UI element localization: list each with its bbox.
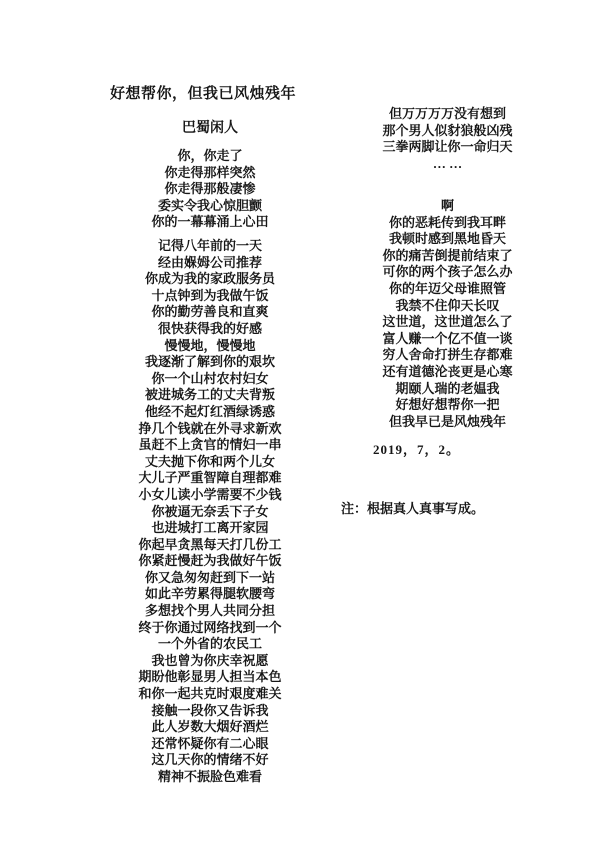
poem-line: 你起早贪黑每天打几份工: [138, 536, 282, 552]
poem-line: 你又急匆匆赶到下一站: [144, 569, 275, 585]
poem-line: 也进城打工离开家园: [151, 520, 269, 536]
poem-line: 你走得那样突然: [164, 164, 256, 180]
poem-line: … …: [432, 155, 463, 171]
poem-line: 慢慢地，慢慢地: [164, 337, 256, 353]
poem-line: 这几天你的情绪不好: [151, 752, 269, 768]
poem-line: 我也曾为你庆幸祝愿: [151, 652, 269, 668]
poem-line: 好想好想帮你一把: [395, 397, 500, 413]
poem-line: 你的勤劳善良和直爽: [151, 304, 269, 320]
poem-line: 委实令我心惊胆颤: [157, 197, 262, 213]
poem-line: 挣几个钱就在外寻求新欢: [138, 420, 282, 436]
poem-title: 好想帮你，但我已风烛残年: [110, 86, 297, 102]
poem-line: 你紧赶慢赶为我做好午饭: [138, 553, 282, 569]
poem-line: 记得八年前的一天: [157, 238, 262, 253]
poem-footnote: 注：根据真人真事写成。: [341, 501, 485, 516]
poem-line: 还常怀疑你有二心眼: [151, 735, 269, 751]
poem-line: 小女儿读小学需要不少钱: [138, 486, 282, 502]
poem-line: 你的一幕幕涌上心田: [151, 214, 269, 230]
poem-line: 你走得那般凄惨: [164, 181, 256, 197]
poem-line: 终于你通过网络找到一个: [138, 619, 282, 635]
poem-line: 你的年迈父母谁照管: [388, 280, 506, 296]
poem-line: 可你的两个孩子怎么办: [382, 264, 513, 280]
poem-line: 十点钟到为我做午饭: [151, 287, 269, 303]
poem-line: 经由媬姆公司推荐: [157, 254, 262, 270]
poem-line: 你成为我的家政服务员: [144, 271, 275, 287]
poem-line: 但万万万万没有想到: [388, 106, 506, 121]
poem-line: 但我早已是风烛残年: [388, 413, 506, 429]
poem-line: 大儿子严重智障自理都难: [138, 470, 282, 486]
poem-line: 三拳两脚让你一命归天: [382, 139, 513, 155]
right-column-stanza-4: [330, 198, 565, 430]
poem-line: 富人赚一个亿不值一谈: [382, 330, 513, 346]
poem-line: 期盼他彰显男人担当本色: [138, 669, 282, 685]
poem-line: 穷人舍命打拼生存都难: [382, 347, 513, 363]
poem-line: 期颐人瑞的老媪我: [395, 380, 500, 396]
poem-line: 你，你走了: [177, 148, 243, 163]
poem-line: 你的恶耗传到我耳畔: [388, 214, 506, 230]
poem-line: 被进城务工的丈夫背叛: [144, 387, 275, 403]
poem-line: 你一个山村农村妇女: [151, 370, 269, 386]
poem-line: 他经不起灯红酒绿诱惑: [144, 403, 275, 419]
poem-line: 很快获得我的好感: [157, 320, 262, 336]
poem-line: 精神不振脸色难看: [157, 769, 262, 784]
poem-line: 如此辛劳累得腿软腰弯: [144, 586, 275, 602]
right-column-stanza-3: [330, 106, 565, 172]
poem-line: 丈夫抛下你和两个儿女: [144, 453, 275, 469]
left-column-stanza-2: [85, 238, 335, 786]
poem-line: 此人岁数大烟好酒烂: [151, 719, 269, 735]
poem-line: 一个外省的农民工: [157, 636, 262, 652]
poem-line: 我禁不住仰天长叹: [395, 297, 500, 313]
poem-line: 你被逼无奈丢下子女: [151, 503, 269, 519]
poem-line: 你的痛苦倒提前结束了: [382, 247, 513, 263]
poem-date: 2019，7，2。: [373, 442, 461, 457]
poem-line: 多想找个男人共同分担: [144, 603, 275, 619]
poem-line: 还有道德沦丧更是心寒: [382, 363, 513, 379]
left-column-stanza-1: [85, 148, 335, 231]
poem-line: 这世道，这世道怎么了: [382, 314, 513, 330]
poem-line: 我顿时感到黑地昏天: [388, 231, 506, 247]
poem-line: 和你一起共克时艰度难关: [138, 686, 282, 702]
poem-line: 啊: [440, 198, 454, 213]
poem-line: 那个男人似豺狼般凶残: [382, 122, 513, 138]
poem-line: 我逐渐了解到你的艰坎: [144, 354, 275, 370]
poem-author: 巴蜀闲人: [182, 121, 238, 136]
poem-line: 接触一段你又告诉我: [151, 702, 269, 718]
poem-line: 虽赶不上贪官的情妇一串: [138, 437, 282, 453]
